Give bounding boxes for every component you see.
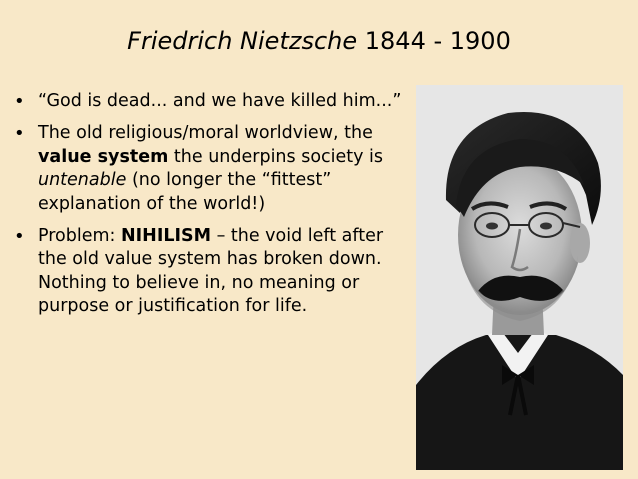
bullet-item-nihilism: [12, 225, 404, 319]
portrait-photo-icon: [416, 85, 623, 470]
title-name: Friedrich Nietzsche: [127, 27, 358, 55]
bullet-text: “God is dead... and we have killed him...”: [38, 91, 402, 111]
slide-title: [0, 26, 638, 56]
portrait-photo: [416, 85, 623, 470]
bullet-text-part: – the void left after the old value system has broken down. Nothing to believe in, no meaning or purpose or justification for life.: [38, 226, 384, 317]
bullet-icon: •: [14, 91, 25, 112]
bullet-bold-text: NIHILISM: [121, 226, 212, 247]
bullet-icon: •: [14, 123, 25, 145]
bullet-text-part: (no longer the “fittest” explanation of the world!): [38, 170, 332, 214]
bullet-icon: •: [14, 226, 25, 248]
bullet-list: [12, 90, 404, 328]
bullet-text-part: Problem:: [38, 226, 122, 247]
bullet-text-part: the underpins society is: [168, 146, 384, 167]
bullet-item-quote: [12, 90, 404, 113]
title-years: 1844 - 1900: [364, 27, 511, 55]
bullet-item-worldview: [12, 122, 404, 216]
bullet-bold-text: value system: [38, 146, 169, 167]
bullet-italic-text: untenable: [38, 170, 127, 191]
bullet-text-part: The old religious/moral worldview, the: [38, 123, 373, 144]
